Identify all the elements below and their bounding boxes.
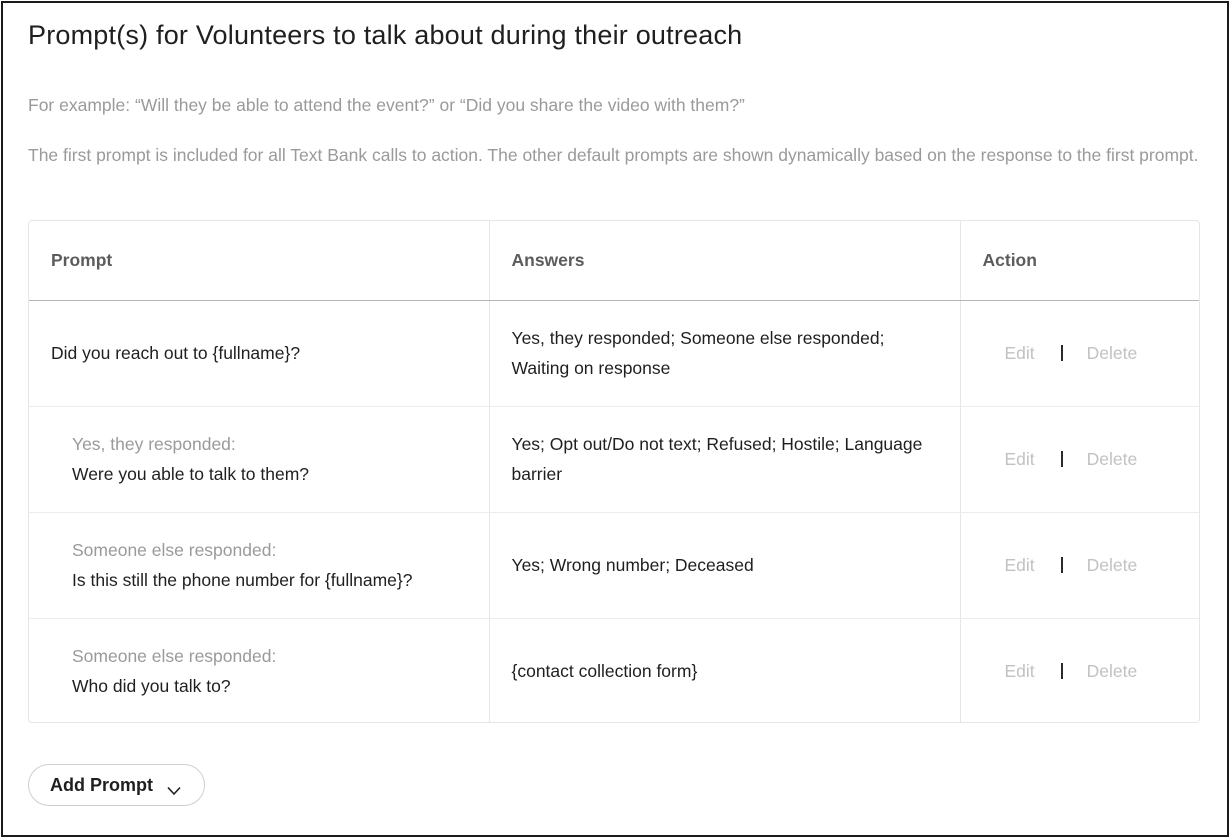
answers-cell: Yes; Wrong number; Deceased [489,512,960,618]
action-separator [1061,345,1063,361]
edit-link[interactable]: Edit [1004,449,1035,469]
prompt-text: Did you reach out to {fullname}? [51,343,301,363]
action-cell [960,300,1200,406]
prompts-table [28,220,1200,723]
answers-cell: {contact collection form} [489,618,960,723]
column-header-action: Action [960,221,1200,300]
prompt-text: Who did you talk to? [72,676,231,697]
action-separator [1061,663,1063,679]
action-cell [960,618,1200,723]
prompt-cell [29,512,489,618]
prompt-cell [29,300,489,406]
prompt-cell [29,618,489,723]
table-row [29,512,1200,618]
table-row [29,618,1200,723]
answers-cell: Yes, they responded; Someone else responded; Waiting on response [489,300,960,406]
action-cell [960,512,1200,618]
action-separator [1061,557,1063,573]
prompt-cell [29,406,489,512]
chevron-down-icon [167,780,181,790]
edit-link[interactable]: Edit [1004,555,1035,575]
prompt-condition: Yes, they responded: [72,434,236,454]
edit-link[interactable]: Edit [1004,343,1035,363]
prompt-condition: Someone else responded: [72,646,277,667]
table-row [29,406,1200,512]
prompt-text: Were you able to talk to them? [72,464,310,484]
edit-link[interactable]: Edit [1004,661,1035,682]
prompt-condition: Someone else responded: [72,540,277,560]
example-hint: For example: “Will they be able to attend the event?” or “Did you share the video with them?” [28,95,745,115]
action-cell [960,406,1200,512]
prompts-panel [1,1,1229,837]
prompt-text: Is this still the phone number for {fullname}? [72,570,413,590]
delete-link[interactable]: Delete [1086,449,1138,469]
action-separator [1061,451,1063,467]
column-header-prompt: Prompt [29,221,489,300]
add-prompt-label: Add Prompt [50,774,153,795]
table-header-row [29,221,1200,300]
table-row [29,300,1200,406]
add-prompt-button[interactable] [28,764,205,806]
answers-cell: Yes; Opt out/Do not text; Refused; Hostile; Language barrier [489,406,960,512]
delete-link[interactable]: Delete [1086,343,1138,363]
description-text: The first prompt is included for all Text Bank calls to action. The other default prompts are shown dynamically based on the response to the first prompt. [28,145,1199,165]
delete-link[interactable]: Delete [1086,555,1138,575]
delete-link[interactable]: Delete [1086,661,1138,682]
section-title: Prompt(s) for Volunteers to talk about during their outreach [28,20,743,50]
column-header-answers: Answers [489,221,960,300]
